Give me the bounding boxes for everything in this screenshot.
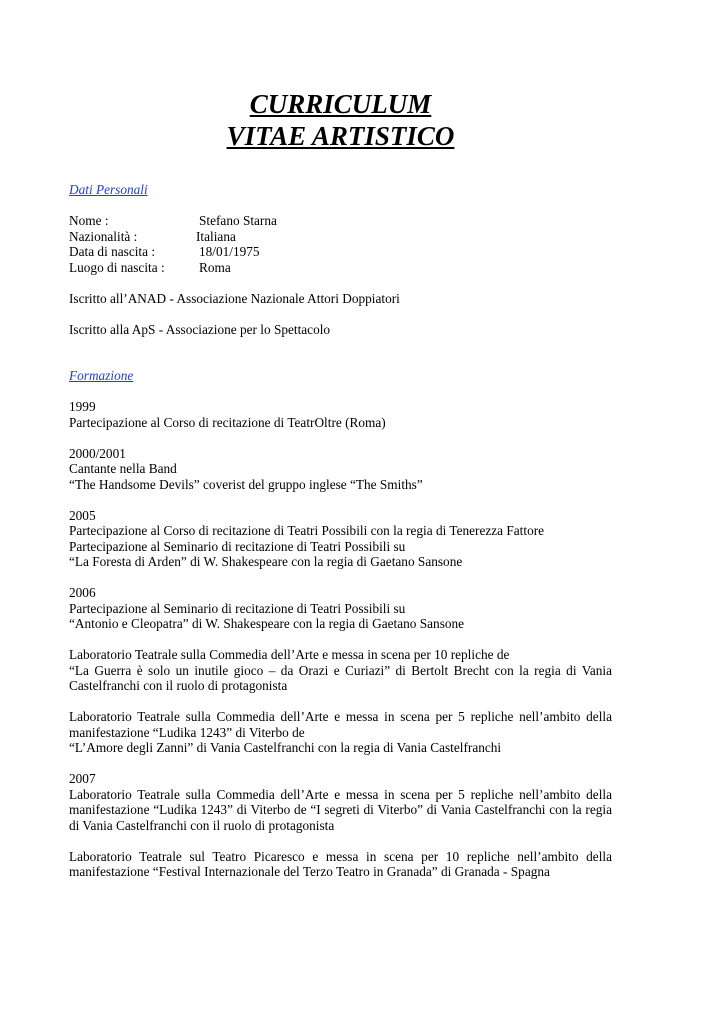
entry-text: “The Handsome Devils” coverist del gruppo inglese “The Smiths” xyxy=(69,476,423,492)
entry-text: Partecipazione al Corso di recitazione di Teatri Possibili con la regia di Tenerezza Fattore xyxy=(69,523,545,538)
field-value: Stefano Starna xyxy=(199,213,277,228)
membership-aps: Iscritto alla ApS - Associazione per lo Spettacolo xyxy=(69,321,331,337)
entry-year: 2007 xyxy=(69,771,96,786)
field-label: Nome : xyxy=(69,213,109,228)
entry-text: Laboratorio Teatrale sulla Commedia dell’Arte e messa in scena per 5 repliche nell’ambito della manifestazione “Ludika 1243” di Viterbo de “I segreti di Viterbo” di Vania Castelfranchi con la regia di Vania Castelfranchi con il ruolo di protagonista xyxy=(69,786,612,833)
title-line-2: VITAE ARTISTICO xyxy=(226,121,455,151)
field-value: Roma xyxy=(199,259,231,275)
training-section xyxy=(69,368,612,880)
field-value: 18/01/1975 xyxy=(199,244,260,259)
entry-text: Partecipazione al Corso di recitazione di TeatrOltre (Roma) xyxy=(69,414,386,430)
entry-year: 2005 xyxy=(69,507,96,523)
field-name xyxy=(69,213,612,229)
field-nationality xyxy=(69,229,612,245)
personal-heading[interactable]: Dati Personali xyxy=(69,182,148,197)
training-heading[interactable]: Formazione xyxy=(69,368,134,383)
entry-text: Laboratorio Teatrale sul Teatro Picaresco e messa in scena per 10 repliche nell’ambito della manifestazione “Festival Internazionale del Terzo Teatro in Granada” di Granada - Spagna xyxy=(69,848,612,879)
cv-page xyxy=(69,88,612,880)
entry-text: “La Foresta di Arden” di W. Shakespeare con la regia di Gaetano Sansone xyxy=(69,554,463,569)
entry-year: 1999 xyxy=(69,399,96,414)
entry-year: 2006 xyxy=(69,585,96,600)
entry-text: Cantante nella Band xyxy=(69,461,177,476)
entry-text: “L’Amore degli Zanni” di Vania Castelfranchi con la regia di Vania Castelfranchi xyxy=(69,740,502,755)
entry-text: “Antonio e Cleopatra” di W. Shakespeare con la regia di Gaetano Sansone xyxy=(69,616,465,631)
entry-text: Partecipazione al Seminario di recitazione di Teatri Possibili su xyxy=(69,600,406,616)
title-line-1: CURRICULUM xyxy=(249,89,432,119)
field-value: Italiana xyxy=(196,228,236,244)
training-entry-granada xyxy=(69,849,612,880)
entry-text: “La Guerra è solo un inutile gioco – da Orazi e Curiazi” di Bertolt Brecht con la regia di Vania Castelfranchi con il ruolo di protagonista xyxy=(69,662,612,693)
entry-year: 2000/2001 xyxy=(69,445,126,461)
personal-section xyxy=(69,182,612,337)
training-entry-2007 xyxy=(69,771,612,833)
page-title xyxy=(69,88,612,152)
training-entry-2006 xyxy=(69,585,612,632)
training-entry-zanni xyxy=(69,709,612,756)
field-label: Data di nascita : xyxy=(69,244,156,259)
membership-anad: Iscritto all’ANAD - Associazione Nazionale Attori Doppiatori xyxy=(69,290,400,306)
field-birth-date xyxy=(69,244,612,260)
training-entry-1999 xyxy=(69,399,612,430)
training-entry-2000 xyxy=(69,446,612,493)
entry-text: Laboratorio Teatrale sulla Commedia dell’Arte e messa in scena per 10 repliche de xyxy=(69,647,510,662)
training-entry-2005 xyxy=(69,508,612,570)
training-entry-guerra xyxy=(69,647,612,694)
entry-text: Partecipazione al Seminario di recitazione di Teatri Possibili su xyxy=(69,538,406,554)
field-label: Nazionalità : xyxy=(69,228,138,244)
entry-text: Laboratorio Teatrale sulla Commedia dell’Arte e messa in scena per 5 repliche nell’ambito della manifestazione “Ludika 1243” di Viterbo de xyxy=(69,709,612,740)
field-birth-place xyxy=(69,260,612,276)
field-label: Luogo di nascita : xyxy=(69,259,165,275)
